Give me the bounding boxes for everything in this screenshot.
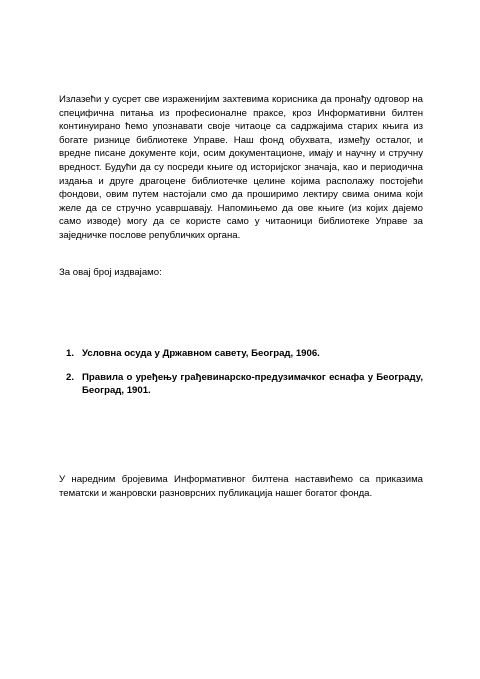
featured-list: [66, 347, 423, 408]
intro-paragraph: Излазећи у сусрет све израженијим захтевима корисника да пронађу одговор на специфична питања из професионалне праксе, кроз Информативни билтен континуирано ћемо упознавати своје читаоце са садржајима старих књига из богате ризнице библиотеке Управе. Наш фонд обухвата, између осталог, и вредне писане документе који, осим документационе, имају и научну и стручну вредност. Будући да су посреди књиге од историјског значаја, као и периодична издања и друге драгоцене библиотечке целине којима располажу постојећи фондови, овим путем настојали смо да проширимо лектиру свима онима који желе да се стручно усавршавају. Напомињемо да ове књиге (из којих дајемо само изводе) могу да се користе само у читаоници библиотеке Управе за заједничке послове републичких органа.: [59, 94, 423, 241]
list-item-number: 1.: [66, 348, 75, 359]
list-item-number: 2.: [66, 371, 75, 383]
outro-paragraph: У наредним бројевима Информативног билтена наставићемо са приказима тематски и жанровски разноврсних публикација нашег богатог фонда.: [59, 474, 423, 499]
list-item-text: Правила о уређењу грађевинарско-предузимачког еснафа у Београду, Београд, 1901.: [82, 371, 423, 397]
list-item-text: Условна осуда у Државном савету, Београд, 1906.: [82, 348, 320, 359]
list-item: [66, 347, 423, 361]
list-item: [66, 371, 423, 398]
lead-text: За овај број издвајамо:: [59, 267, 162, 278]
